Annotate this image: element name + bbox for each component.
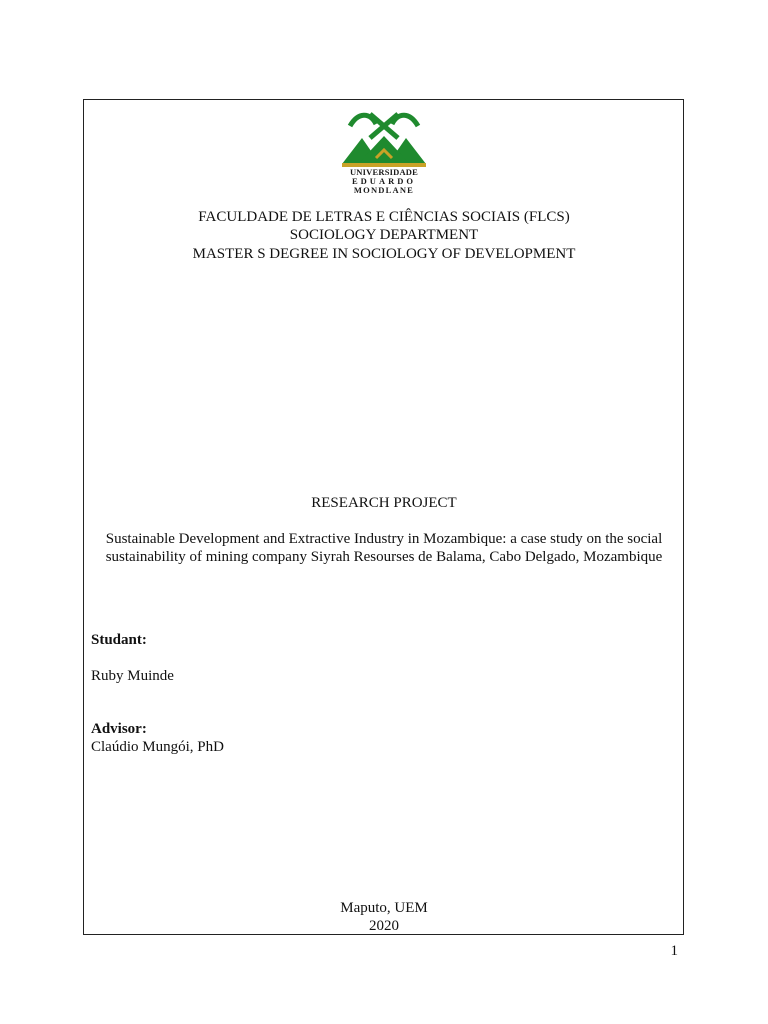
advisor-name: Claúdio Mungói, PhD — [91, 739, 224, 755]
footer-year: 2020 — [369, 918, 399, 934]
department-heading: SOCIOLOGY DEPARTMENT — [289, 227, 479, 243]
faculty-heading: FACULDADE DE LETRAS E CIÊNCIAS SOCIAIS (FLCS) — [198, 209, 570, 225]
project-title-line-1: Sustainable Development and Extractive Industry in Mozambique: a case study on the social — [105, 531, 663, 547]
student-label: Studant: — [91, 632, 147, 648]
advisor-label: Advisor: — [91, 721, 147, 737]
logo-text-universidade: UNIVERSIDADE — [349, 167, 419, 177]
page-number: 1 — [670, 943, 678, 959]
degree-heading: MASTER S DEGREE IN SOCIOLOGY OF DEVELOPMENT — [192, 246, 576, 262]
logo-text-eduardo: EDUARDO — [352, 176, 416, 186]
university-logo — [330, 104, 438, 196]
logo-text-mondlane: MONDLANE — [353, 185, 415, 195]
footer-place: Maputo, UEM — [340, 900, 428, 916]
student-name: Ruby Muinde — [91, 668, 174, 684]
uem-emblem-icon — [340, 108, 428, 168]
project-title-line-2: sustainability of mining company Siyrah Resourses de Balama, Cabo Delgado, Mozambique — [105, 549, 663, 565]
project-label: RESEARCH PROJECT — [311, 495, 457, 511]
